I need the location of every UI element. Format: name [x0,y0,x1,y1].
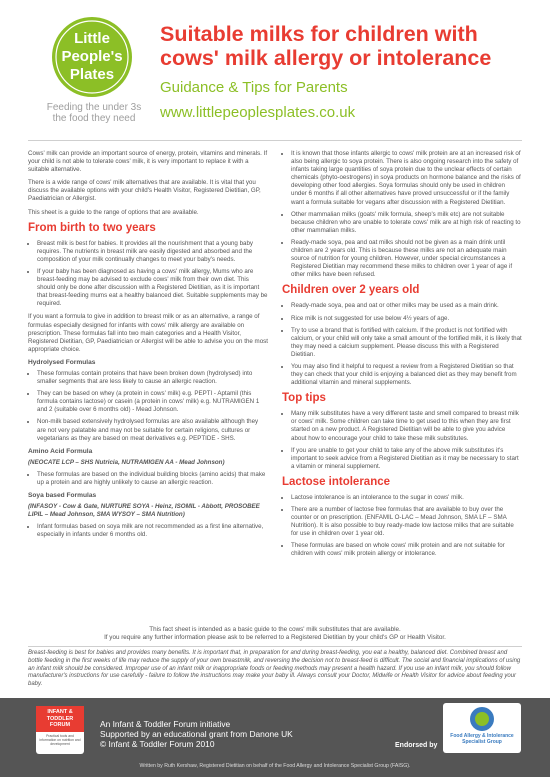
list-item: • Lactose intolerance is an intolerance to the sugar in cows' milk. [291,494,522,502]
page-subtitle: Guidance & Tips for Parents [160,79,348,96]
right-column [282,150,522,564]
itf-logo-line: FORUM [49,722,71,728]
soya-list [28,523,268,539]
list-item: • There are a number of lactose free formulas that are available to buy over the counter or on prescription. (ENFAMIL O-LAC – Mead Johnson, SMA LF – SMA Nutrition). It is also possible to buy ready-made low lactose milks that are suitable for use in children over 1 year old. [291,506,522,538]
list-item: • Ready-made soya, pea and oat milks should not be given as a main drink until children are 2 years old. This is because these milks are not an adequate main source of nutrition for young children. However, under special circumstances a Registered Dietitian may recommend these milks to children over 1 year of age if other milks have been refused. [291,239,522,279]
section-heading-top-tips: Top tips [282,392,326,405]
itf-logo-line: INFANT & [47,709,73,715]
amino-list [28,471,268,487]
list-item: • Many milk substitutes have a very different taste and smell compared to breast milk or cows' milk. Some children can take time to get used to this when they are first started on a new product. A Registered Dietitian will be able to give you advice about how to encourage your child to take these milk substitutes. [291,410,522,442]
page-title: Suitable milks for children with cows' milk allergy or intolerance [160,22,492,70]
left-column [28,150,268,545]
list-item: • These formulas contain proteins that have been broken down (hydrolysed) into smaller segments that are less likely to cause an allergic reaction. [37,370,268,386]
list-item: • If your baby has been diagnosed as having a cows' milk allergy, Mums who are breast-feeding may be advised to exclude cows' milk from their own diet. This should only be done after discussion with a Registered Dietitian, as it is important that breast-feeding mums eat a healthy balanced diet. Suitable supplements may be required. [37,268,268,308]
tagline: Feeding the under 3s the food they need [46,102,142,124]
list-item: • Non-milk based extensively hydrolysed formulas are also available although they are not very palatable and may not be suitable for certain religions, cultures or vegetarians as they are based on meat derivatives e.g. PEPTIDE - SHS. [37,418,268,442]
author-credit: Written by Ruth Kershaw, Registered Dietitian on behalf of the Food Allergy and Intolerance Specialist Group (FAISG). [139,763,411,769]
list-item: • These formulas are based on whole cows' milk protein and are not suitable for children with cows' milk protein allergy or intolerance. [291,542,522,558]
soya-continued-list [282,150,522,279]
list-item: • If you are unable to get your child to take any of the above milk substitutes it's important to seek advice from a Registered Dietitian as it may be necessary to start a vitamin or mineral supplement. [291,447,522,471]
fact-sheet-note-line: This fact sheet is intended as a basic guide to the cows' milk substitutes that are available. [149,626,401,633]
disclaimer-divider [28,646,522,647]
footer-line: © Infant & Toddler Forum 2010 [100,739,215,749]
subheading-hydrolysed: Hydrolysed Formulas [28,358,96,366]
header-divider [28,140,522,141]
fa-logo-line: Specialist Group [462,739,502,745]
footer-line: An Infant & Toddler Forum initiative [100,719,231,729]
intro-paragraph: There is a wide range of cows' milk alternatives that are available. It is vital that you discuss the available options with your child's Health Visitor, Registered Dietitian, GP, Paediatrician or Allergist. [28,179,261,203]
intro-paragraph: This sheet is a guide to the range of options that are available. [28,208,199,216]
website-link[interactable]: www.littlepeoplesplates.co.uk [160,104,356,121]
footer-line: Supported by an educational grant from Danone UK [100,729,293,739]
food-allergy-group-logo [443,703,521,753]
list-item: • Ready-made soya, pea and oat or other milks may be used as a main drink. [291,302,522,310]
logo-word-1: Little [74,30,110,47]
fact-sheet-note [28,626,522,642]
list-item: • Breast milk is best for babies. It provides all the nourishment that a young baby requires. The nutrients in breast milk are easily digested and absorbed and the composition of your milk continually changes to meet your baby's needs. [37,240,268,264]
hydrolysed-list [28,370,268,443]
list-item: • Infant formulas based on soya milk are not recommended as a first line alternative, especially in infants under 6 months old. [37,523,268,539]
intro-paragraph: Cows' milk can provide an important source of energy, protein, vitamins and minerals. If your child is not able to tolerate cows' milk, it is very important to replace it with a suitable alternative. [28,150,268,174]
fact-sheet-note-line: If you require any further information please ask to be referred to a Registered Dietitian by your child's GP or Health Visitor. [104,634,446,641]
logo-word-2: People's [61,48,123,65]
itf-logo-line: TODDLER [46,715,74,722]
subheading-soya: Soya based Formulas [28,492,97,500]
infant-toddler-forum-logo [36,706,84,754]
section-heading-over-2: Children over 2 years old [282,284,420,297]
fa-logo-line: Food Allergy & Intolerance [450,733,514,739]
over-2-list [282,302,522,387]
list-item: • These formulas are based on the individual building blocks (amino acids) that make up a protein and are highly unlikely to cause an allergic reaction. [37,471,268,487]
section-heading-birth: From birth to two years [28,221,156,234]
little-peoples-plates-logo [48,16,136,98]
soya-brands: (INFASOY - Cow & Gate, NURTURE SOYA - Heinz, ISOMIL - Abbott, PROSOBEE LIPIL – Mead Johnson, SMA WYSOY – SMA Nutrition) [28,503,260,519]
endorsed-by-label: Endorsed by [395,742,438,749]
list-item: • Other mammalian milks (goats' milk formula, sheep's milk etc) are not suitable because children who are unable to tolerate cows' milk are at high risk of reacting to other mammalian milks. [291,211,522,235]
top-tips-list [282,410,522,471]
logo-word-3: Plates [69,66,115,83]
footer-credits [100,719,293,749]
subheading-amino: Amino Acid Formula [28,447,93,455]
list-item: • It is known that those infants allergic to cows' milk protein are at an increased risk of also being allergic to soya protein. There is also ongoing research into the safety of infants taking large quantities of soya protein due to the unclear effects of certain chemicals (phyto-oestrogens) in soya products on hormone balance and the risks of developing other food allergies. Soya formulas should only be used in children under 6 months if all other alternatives have proved unsuccessful or if the family want a formula suitable for vegans after discussion with a Registered Dietitian. [291,150,522,207]
lactose-list [282,494,522,559]
list-item: • You may also find it helpful to request a review from a Registered Dietitian so that they can check that your child is enjoying a balanced diet as they may benefit from additional vitamin and mineral supplements. [291,363,522,387]
breastfeeding-disclaimer: Breast-feeding is best for babies and provides many benefits. It is important that, in preparation for and during breast-feeding, you eat a healthy, balanced diet. Combined breast and bottle feeding in the first weeks of life may reduce the supply of your own breastmilk, and reversing the decision not to breast-feed is difficult. The social and financial implications of using an infant milk should be considered. Improper use of an infant milk or inappropriate foods or feeding methods may present a health hazard. If you use an infant milk, you should follow manufacturer's instructions for use carefully - failure to follow the instructions may make your baby ill. Always consult your Doctor, Midwife or Health Visitor for advice about feeding your baby. [28,650,521,688]
amino-brands: (NEOCATE LCP – SHS Nutricia, NUTRAMIGEN AA - Mead Johnson) [28,458,225,466]
section-heading-lactose: Lactose intolerance [282,475,391,488]
birth-list [28,240,268,309]
list-item: • Try to use a brand that is fortified with calcium. If the product is not fortified with calcium, or your child will only take a small amount of the fortified milk, it is likely that they may need a calcium supplement. Please discuss this with a Registered Dietitian. [291,327,522,359]
itf-logo-caption: Practical tools and information on nutrition and development [39,733,81,746]
list-item: • They can be based on whey (a protein in cows' milk) e.g. PEPTI - Aptamil (this formula contains lactose) or casein (a protein in cows' milk) e.g. NUTRAMIGEN 1 and 2 (suitable over 6 months old) - Mead Johnson. [37,390,268,414]
formula-paragraph: If you want a formula to give in addition to breast milk or as an alternative, a range of formulas especially designed for infants with cows' milk allergy are available on prescription. These formulas fall into two main categories and a Health Visitor, Registered Dietitian, GP, Paediatrician or Allergist will be able to advise you on the most appropriate choice. [28,313,268,353]
list-item: • Rice milk is not suggested for use below 4½ years of age. [291,315,522,323]
